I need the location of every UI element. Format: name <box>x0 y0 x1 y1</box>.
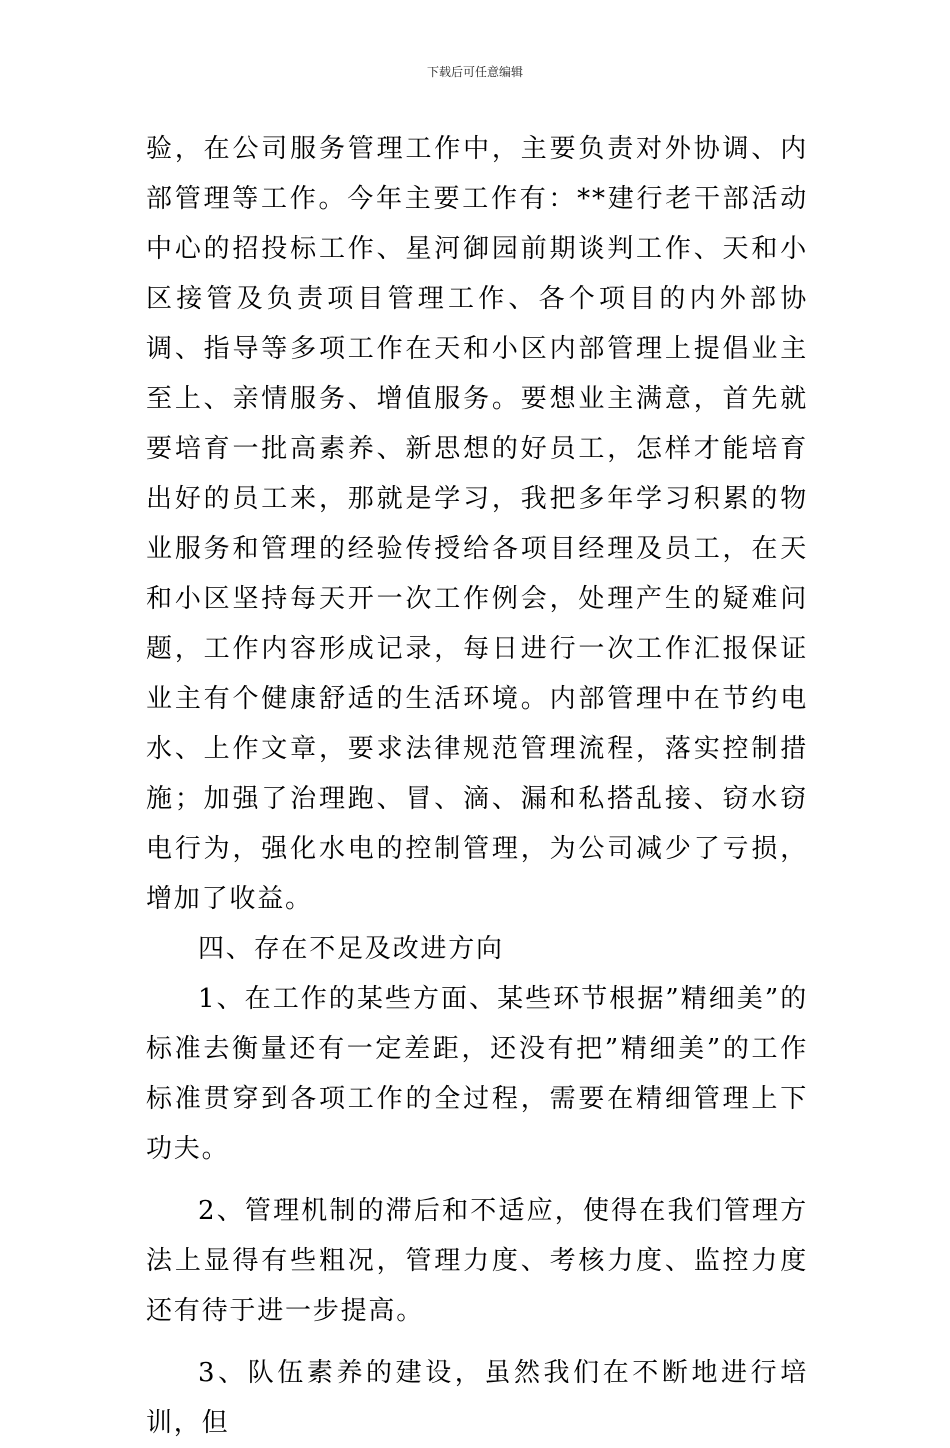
paragraph-point-3: 3、队伍素养的建设，虽然我们在不断地进行培训，但 <box>146 1358 808 1438</box>
document-body <box>146 124 808 1448</box>
paragraph-point-2: 2、管理机制的滞后和不适应，使得在我们管理方法上显得有些粗况，管理力度、考核力度、监控力度还有待于进一步提高。 <box>146 1196 808 1326</box>
paragraph-point-1: 1、在工作的某些方面、某些环节根据”精细美”的标准去衡量还有一定差距，还没有把”精细美”的工作标准贯穿到各项工作的全过程，需要在精细管理上下功夫。 <box>146 984 808 1164</box>
page-header-note: 下载后可任意编辑 <box>426 65 523 79</box>
section-heading-shortcomings: 四、存在不足及改进方向 <box>198 934 504 964</box>
paragraph-continued-experience: 验，在公司服务管理工作中，主要负责对外协调、内部管理等工作。今年主要工作有：**建行老干部活动中心的招投标工作、星河御园前期谈判工作、天和小区接管及负责项目管理工作、各个项目的内外部协调、指导等多项工作在天和小区内部管理上提倡业主至上、亲情服务、增值服务。要想业主满意，首先就要培育一批高素养、新思想的好员工，怎样才能培育出好的员工来，那就是学习，我把多年学习积累的物业服务和管理的经验传授给各项目经理及员工，在天和小区坚持每天开一次工作例会，处理产生的疑难问题，工作内容形成记录，每日进行一次工作汇报保证业主有个健康舒适的生活环境。内部管理中在节约电水、上作文章，要求法律规范管理流程，落实控制措施；加强了治理跑、冒、滴、漏和私搭乱接、窃水窃电行为，强化水电的控制管理，为公司减少了亏损，增加了收益。 <box>146 134 808 914</box>
